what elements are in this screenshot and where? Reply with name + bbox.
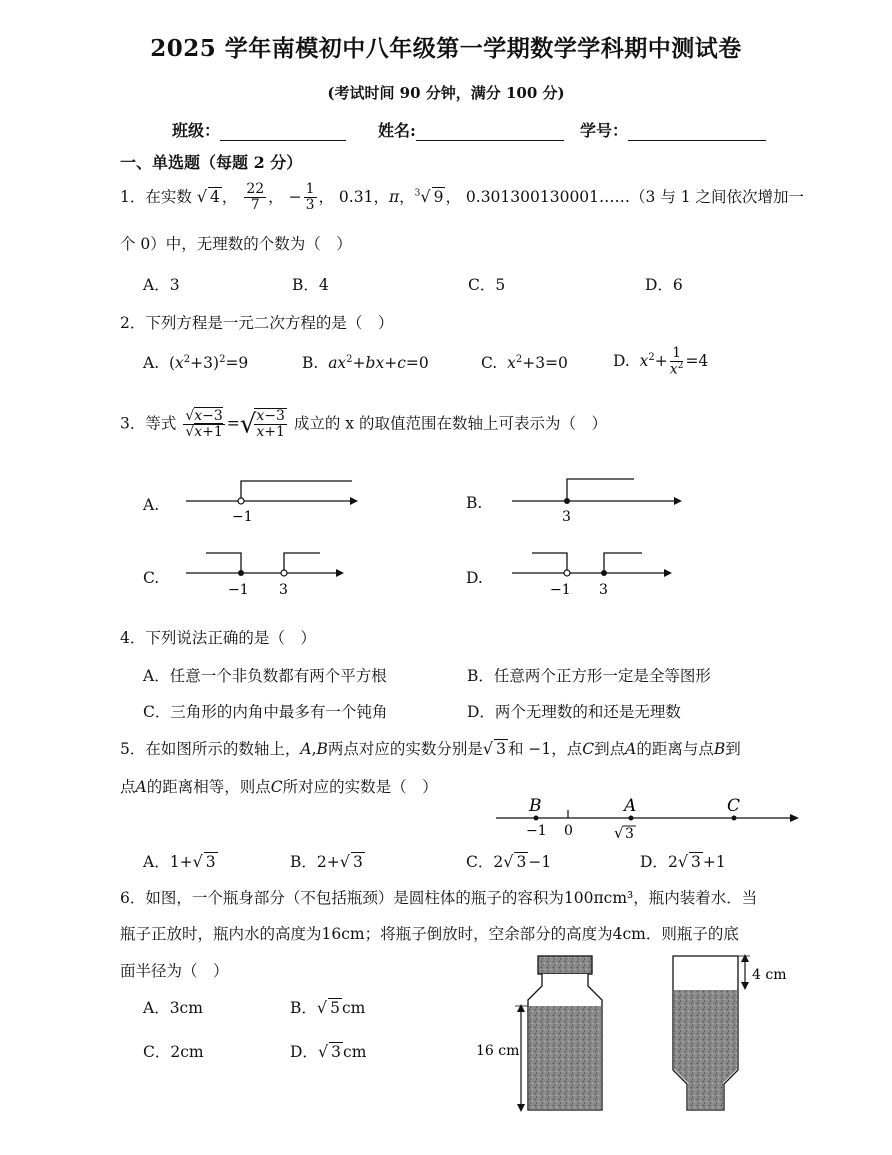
question-4: 4．下列说法正确的是（ ） [120,629,316,647]
q6-option-a[interactable]: A．3cm [143,999,203,1017]
q2-option-b[interactable]: B. $ax^2+bx+c=0$ [302,354,429,373]
class-label: 班级： [172,121,221,140]
svg-text:−1: −1 [232,509,253,524]
svg-text:0: 0 [564,823,573,839]
svg-text:3: 3 [279,582,288,598]
id-field [580,118,766,141]
q3-option-d[interactable]: D. [466,569,483,587]
q4-option-a[interactable]: A．任意一个非负数都有两个平方根 [143,667,387,685]
upright-bottle [476,956,602,1112]
q5-option-c[interactable]: C．2√ 3 −1 [466,852,552,871]
id-input[interactable] [628,122,766,141]
q6-option-c[interactable]: C．2cm [143,1043,204,1061]
q1-option-d[interactable]: D．6 [645,276,683,294]
question-5: 5．在如图所示的数轴上，A,B两点对应的实数分别是√ 3 和 −1，点C到点A的距离与点B到 [120,739,741,758]
svg-text:16 cm: 16 cm [476,1043,520,1059]
page-title: 2025 学年南模初中八年级第一学期数学学科期中测试卷 [150,35,742,62]
question-2: 2．下列方程是一元二次方程的是（ ） [120,314,394,332]
q1-option-b[interactable]: B．4 [292,276,329,294]
name-label: 姓名: [378,121,416,140]
name-input[interactable] [416,122,564,141]
question-3: 3．等式 $\frac{√x-3}{√x+1}$ =√ $\frac{x-3}{x+1}$ 成立的 x 的取值范围在数轴上可表示为（ ） [120,407,607,441]
inverted-bottle [673,954,786,1110]
class-input[interactable] [220,122,346,141]
q2-option-d[interactable]: D. $x^2+$ $\frac{1}{x^2}$ =4 [613,345,709,379]
q6-option-b[interactable]: B．√ 5 cm [290,998,366,1017]
numberline-c [180,548,350,598]
question-6-line3: 面半径为（ ） [120,962,229,980]
svg-text:3: 3 [625,826,634,842]
svg-text:B: B [529,796,542,816]
q3-option-a[interactable]: A. [143,496,160,514]
q1-option-c[interactable]: C．5 [468,276,506,294]
question-6: 6．如图，一个瓶身部分（不包括瓶颈）是圆柱体的瓶子的容积为100πcm³，瓶内装着水．当 [120,889,758,907]
svg-text:A: A [624,796,637,816]
numberline-a [180,474,360,524]
question-1: 1．在实数 √ 4 ， $\frac{22}{7}$ ， − $\frac{1}{3}$ ， 0.31，π，$^3$√ 9 ， 0.301300130001……（3 与 1 之间依次增加一 [120,181,805,214]
name-field [378,118,564,141]
q5-option-d[interactable]: D．2√ 3 +1 [640,852,726,871]
q3-option-b[interactable]: B. [466,494,483,512]
question-6-line2: 瓶子正放时，瓶内水的高度为16cm；将瓶子倒放时，空余部分的高度为4cm．则瓶子的底 [120,925,739,943]
svg-text:4 cm: 4 cm [752,967,787,983]
svg-text:−1: −1 [526,823,547,839]
q4-option-c[interactable]: C．三角形的内角中最多有一个钝角 [143,703,388,721]
numberline-b [506,474,686,524]
svg-text:3: 3 [599,582,608,598]
svg-text:3: 3 [562,509,571,524]
q5-option-b[interactable]: B．2+√ 3 [290,852,363,871]
svg-text:−1: −1 [228,582,249,598]
exam-info: (考试时间 90 分钟，满分 100 分) [327,84,565,102]
q5-option-a[interactable]: A．1+√ 3 [143,852,216,871]
q6-option-d[interactable]: D．√ 3 cm [290,1042,367,1061]
q2-option-a[interactable]: A. $(x^2+3)^2=9$ [143,354,249,373]
q2-option-c[interactable]: C. $x^2+3=0$ [481,354,568,373]
id-label: 学号： [580,121,629,140]
q4-option-d[interactable]: D．两个无理数的和还是无理数 [467,703,681,721]
numberline-d [506,548,676,598]
q3-option-c[interactable]: C. [143,569,160,587]
q1-option-a[interactable]: A．3 [143,276,180,294]
class-field [172,118,346,141]
numberline-q5 [494,796,804,846]
q4-option-b[interactable]: B．任意两个正方形一定是全等图形 [467,667,711,685]
svg-text:C: C [727,796,741,816]
question-5-cont: 点A的距离相等，则点C所对应的实数是（ ） [120,778,438,796]
bottle-figure [468,948,798,1118]
svg-text:−1: −1 [550,582,571,598]
svg-text:√: √ [614,824,624,842]
question-1-cont: 个 0）中，无理数的个数为（ ） [120,235,352,253]
section-title: 一、单选题（每题 2 分） [120,153,303,172]
